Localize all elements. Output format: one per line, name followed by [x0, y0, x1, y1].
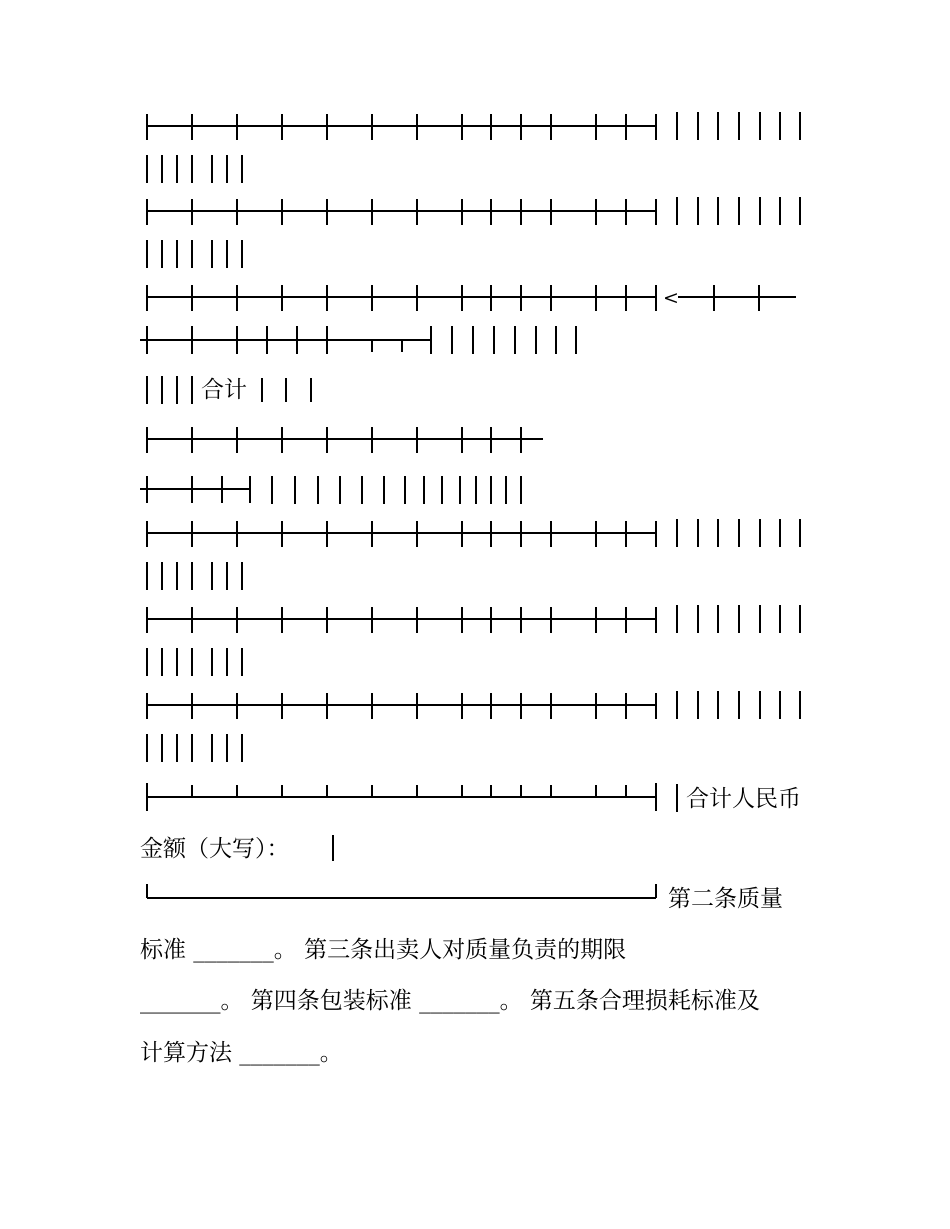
clause-line-1: 第二条质量	[668, 886, 783, 912]
arrow-glyph: <	[663, 287, 679, 309]
clause-line-4: 计算方法 _______。	[140, 1040, 343, 1066]
subtotal-label: 合计	[201, 377, 247, 403]
total-rmb-label: 合计人民币	[686, 786, 801, 812]
amount-in-words-label: 金额（大写）：	[140, 836, 290, 862]
clause-line-3: _______。 第四条包装标准 _______。 第五条合理损耗标准及	[140, 988, 760, 1014]
clause-line-2: 标准 _______。 第三条出卖人对质量负责的期限	[140, 937, 627, 963]
